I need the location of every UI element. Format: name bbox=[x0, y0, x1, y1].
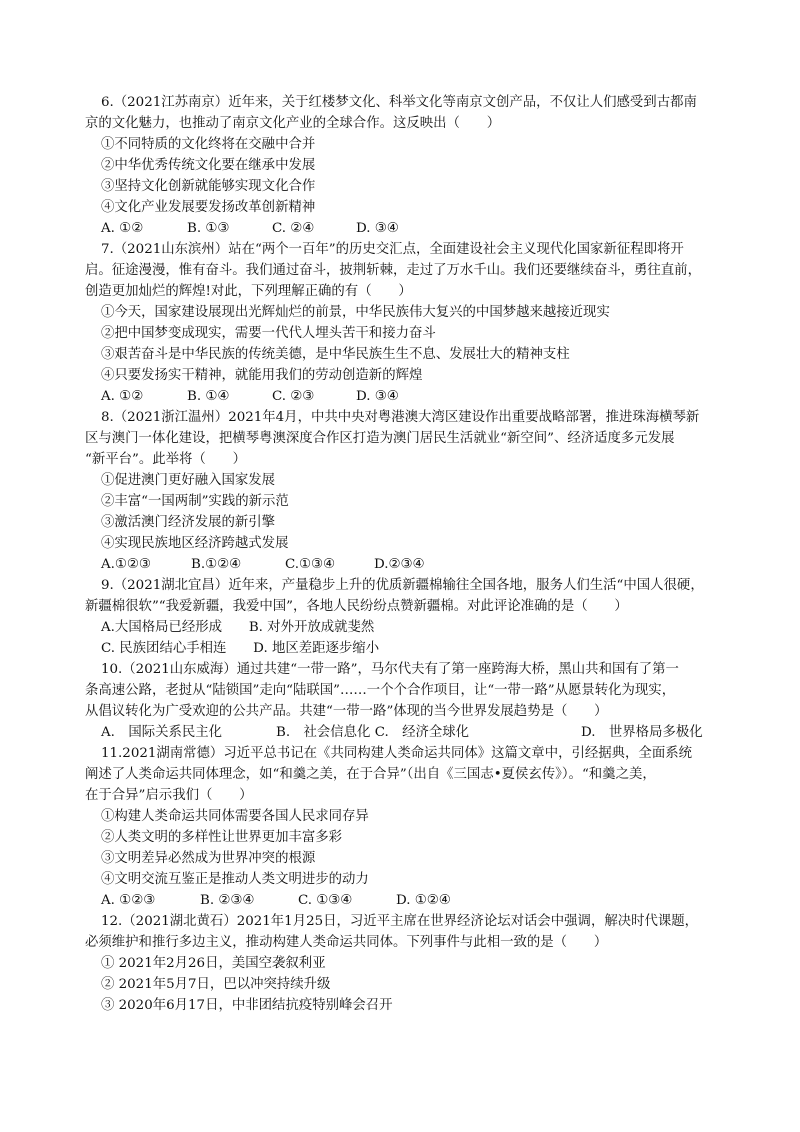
question-7-line-2: 启。征途漫漫，惟有奋斗。我们通过奋斗，披荆斩棘，走过了万水千山。我们还要继续奋斗，勇往直前， bbox=[85, 263, 701, 278]
choice-b: B. ①④ bbox=[187, 389, 230, 404]
question-9-line-2: 新疆棉很软”“我爱新疆，我爱中国”，各地人民纷纷点赞新疆棉。对此评论准确的是（ ） bbox=[85, 599, 628, 614]
question-7-line-3: 创造更加灿烂的辉煌!对此，下列理解正确的有（ ） bbox=[85, 284, 412, 299]
choice-d: D. 世界格局多极化 bbox=[581, 725, 703, 740]
choice-c: C. ①③④ bbox=[298, 893, 353, 908]
choice-c: C. ②④ bbox=[272, 221, 315, 236]
question-10-line-1: 10.（2021山东威海）通过共建“一带一路”，马尔代夫有了第一座跨海大桥，黑山共和国有了第一 bbox=[101, 662, 679, 677]
question-8-line-3: “新平台”。此举将（ ） bbox=[85, 452, 246, 467]
question-6-option-1: ①不同特质的文化终将在交融中合并 bbox=[101, 137, 316, 152]
question-11-option-2: ②人类文明的多样性让世界更加丰富多彩 bbox=[101, 830, 343, 845]
question-10-line-3: 从倡议转化为广受欢迎的公共产品。共建“一带一路”体现的当今世界发展趋势是（ ） bbox=[85, 704, 608, 719]
choice-b: B. ②③④ bbox=[200, 893, 255, 908]
choice-a: A.①②③ bbox=[101, 557, 151, 572]
choice-d: D.②③④ bbox=[374, 557, 425, 572]
question-6-option-4: ④文化产业发展要发扬改革创新精神 bbox=[101, 200, 316, 215]
choice-b: B.①②④ bbox=[191, 557, 242, 572]
question-12-line-2: 必须维护和推行多边主义，推动构建人类命运共同体。下列事件与此相一致的是（ ） bbox=[85, 935, 608, 950]
question-8-option-4: ④实现民族地区经济跨越式发展 bbox=[101, 536, 289, 551]
question-8-line-1: 8.（2021浙江温州）2021年4月，中共中央对粤港澳大湾区建设作出重要战略部署，推进珠海横琴新 bbox=[101, 410, 700, 425]
question-11-option-4: ④文明交流互鉴正是推动人类文明进步的动力 bbox=[101, 872, 369, 887]
question-8-option-3: ③激活澳门经济发展的新引擎 bbox=[101, 515, 276, 530]
question-7-line-1: 7.（2021山东滨州）站在“两个一百年”的历史交汇点，全面建设社会主义现代化国家新征程即将开 bbox=[101, 242, 684, 257]
question-9-line-1: 9.（2021湖北宜昌）近年来，产量稳步上升的优质新疆棉输往全国各地，服务人们生活“中国人很硬， bbox=[101, 578, 704, 593]
choice-a: A. 国际关系民主化 bbox=[101, 725, 223, 740]
choice-d: D. ③④ bbox=[356, 389, 399, 404]
question-11-line-3: 在于合异”启示我们（ ） bbox=[85, 788, 253, 803]
question-11-line-1: 11.2021湖南常德）习近平总书记在《共同构建人类命运共同体》这篇文章中，引经据典，全面系统 bbox=[101, 746, 692, 761]
choice-b: B. ①③ bbox=[187, 221, 230, 236]
question-6-line-1: 6.（2021江苏南京）近年来，关于红楼梦文化、科举文化等南京文创产品，不仅让人们感受到古都南 bbox=[101, 95, 697, 110]
choice-a: A. ①② bbox=[101, 389, 144, 404]
question-6-option-2: ②中华优秀传统文化要在继承中发展 bbox=[101, 158, 316, 173]
question-11-option-3: ③文明差异必然成为世界冲突的根源 bbox=[101, 851, 316, 866]
question-7-option-4: ④只要发扬实干精神，就能用我们的劳动创造新的辉煌 bbox=[101, 368, 423, 383]
choice-a: A. ①②③ bbox=[101, 893, 156, 908]
question-7-option-1: ①今天，国家建设展现出光辉灿烂的前景，中华民族伟大复兴的中国梦越来越接近现实 bbox=[101, 305, 610, 320]
question-11-option-1: ①构建人类命运共同体需要各国人民求同存异 bbox=[101, 809, 369, 824]
choice-c: C.①③④ bbox=[285, 557, 336, 572]
question-8-option-2: ②丰富“一国两制”实践的新示范 bbox=[101, 494, 289, 509]
question-7-option-2: ②把中国梦变成现实，需要一代代人埋头苦干和接力奋斗 bbox=[101, 326, 436, 341]
question-8-option-1: ①促进澳门更好融入国家发展 bbox=[101, 473, 276, 488]
question-6-line-2: 京的文化魅力，也推动了南京文化产业的全球合作。这反映出（ ） bbox=[85, 116, 501, 131]
choice-a: A. ①② bbox=[101, 221, 144, 236]
question-12-option-3: ③ 2020年6月17日，中非团结抗疫特别峰会召开 bbox=[101, 998, 393, 1013]
question-7-option-3: ③艰苦奋斗是中华民族的传统美德，是中华民族生生不息、发展壮大的精神支柱 bbox=[101, 347, 570, 362]
choice-d: D. ③④ bbox=[356, 221, 399, 236]
question-9-choices-row-2: C. 民族团结心手相连 D. 地区差距逐步缩小 bbox=[101, 641, 380, 656]
question-11-line-2: 阐述了人类命运共同体理念，如“和羹之美，在于合异”（出自《三国志•夏侯玄传》）。“和羹之美， bbox=[85, 767, 656, 782]
question-10-line-2: 条高速公路，老挝从“陆锁国”走向“陆联国”……一个个合作项目，让“一带一路”从愿景转化为现实， bbox=[85, 683, 676, 698]
question-12-line-1: 12.（2021湖北黄石）2021年1月25日，习近平主席在世界经济论坛对话会中强调，解决时代课题， bbox=[101, 914, 699, 929]
question-12-option-1: ① 2021年2月26日，美国空袭叙利亚 bbox=[101, 956, 326, 971]
choice-c: C. ②③ bbox=[272, 389, 315, 404]
question-9-choices-row-1: A.大国格局已经形成 B. 对外开放成就斐然 bbox=[101, 620, 375, 635]
question-12-option-2: ② 2021年5月7日，巴以冲突持续升级 bbox=[101, 977, 331, 992]
question-8-line-2: 区与澳门一体化建设，把横琴粤澳深度合作区打造为澳门居民生活就业“新空间”、经济适度多元发展 bbox=[85, 431, 675, 446]
question-6-option-3: ③坚持文化创新就能够实现文化合作 bbox=[101, 179, 316, 194]
choice-b-c: B. 社会信息化 C. 经济全球化 bbox=[276, 725, 470, 740]
choice-d: D. ①②④ bbox=[396, 893, 451, 908]
